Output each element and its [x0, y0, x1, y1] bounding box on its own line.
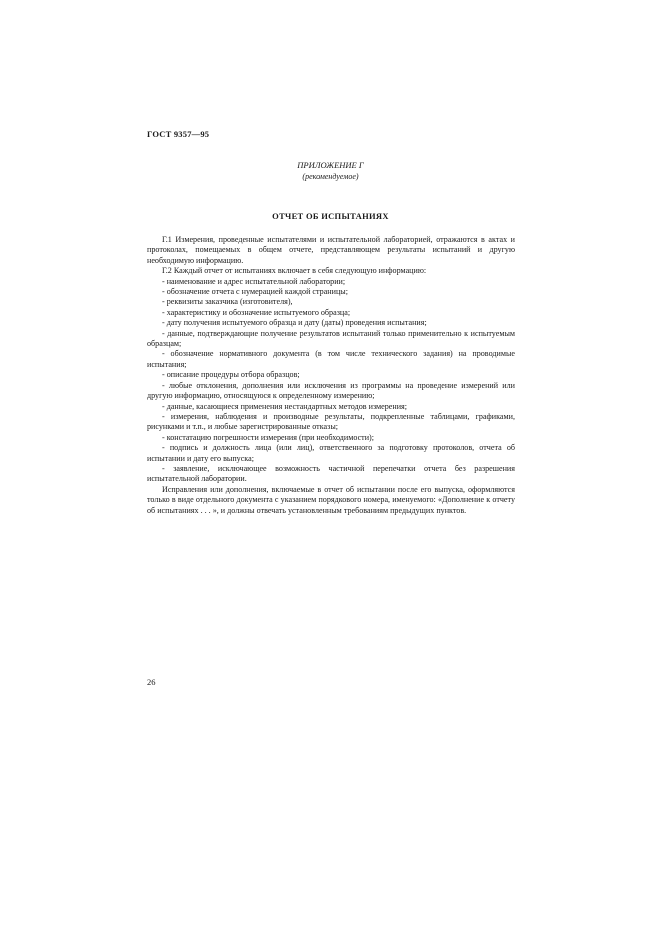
body-text: [147, 235, 515, 516]
list-item: - обозначение нормативного документа (в том числе технического задания) на проводимые испытания;: [147, 349, 515, 369]
list-item: - данные, подтверждающие получение результатов испытаний только применительно к испытуемым образцам;: [147, 328, 515, 349]
appendix-heading: [0, 160, 661, 182]
paragraph-g2: Г.2 Каждый отчет от испытаниях включает в себя следующую информацию:: [162, 266, 427, 276]
list-item: - заявление, исключающее возможность частичной перепечатки отчета без разрешения испытательной лаборатории.: [147, 463, 515, 484]
list-item: - измерения, наблюдения и производные результаты, подкрепленные таблицами, графиками, рисунками и т.п., и любые зарегистрированные отказы;: [147, 411, 515, 432]
list-item: - наименование и адрес испытательной лаборатории;: [162, 276, 346, 286]
paragraph-corrections: Исправления или дополнения, включаемые в отчет об испытании после его выпуска, оформляются только в виде отдельного документа с указанием порядкового номера, именуемого: «Дополнение к отчету об испытаниях . . . », и должны отвечать установленным требованиям предыдущих пунктов.: [147, 484, 515, 515]
list-item: - констатацию погрешности измерения (при необходимости);: [162, 432, 374, 442]
list-item: - обозначение отчета с нумерацией каждой страницы;: [162, 287, 348, 297]
appendix-subtitle: (рекомендуемое): [302, 172, 359, 181]
appendix-title: ПРИЛОЖЕНИЕ Г: [297, 160, 364, 170]
list-item: - описание процедуры отбора образцов;: [162, 370, 300, 380]
list-item: - реквизиты заказчика (изготовителя),: [162, 297, 293, 307]
list-item: - данные, касающиеся применения нестандартных методов измерения;: [162, 401, 408, 411]
list-item: - характеристику и обозначение испытуемого образца;: [162, 307, 351, 317]
document-header: ГОСТ 9357—95: [147, 129, 210, 139]
section-title: ОТЧЕТ ОБ ИСПЫТАНИЯХ: [272, 211, 389, 221]
page-number: 26: [147, 677, 156, 687]
paragraph-g1: Г.1 Измерения, проведенные испытателями и испытательной лабораторией, отражаются в актах и протоколах, помещаемых в общем отчете, представляющем результаты испытаний и другую необходимую информацию.: [147, 235, 515, 265]
list-item: - подпись и должность лица (или лиц), ответственного за подготовку протоколов, отчета об испытании и дату его выпуска;: [147, 443, 515, 463]
list-item: - любые отклонения, дополнения или исключения из программы на проведение измерений или другую информацию, относящуюся к определенному измерению;: [147, 380, 515, 401]
list-item: - дату получения испытуемого образца и дату (даты) проведения испытания;: [162, 318, 427, 328]
